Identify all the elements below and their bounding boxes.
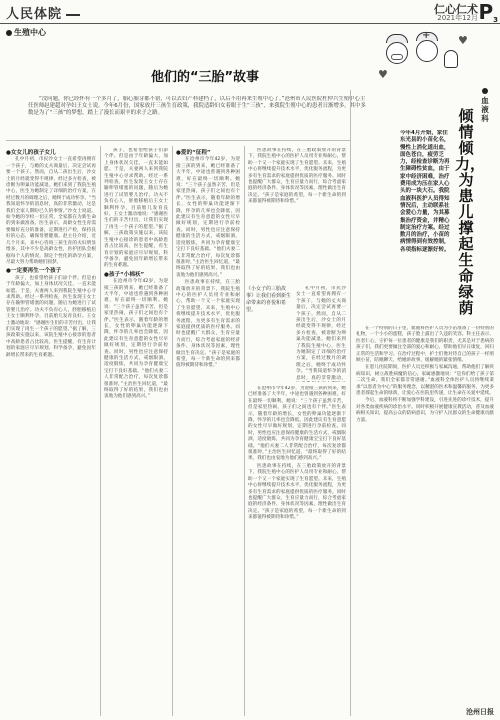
doctors-illustration	[376, 30, 472, 88]
column-text: 医患故事在持续，在三胎政策放开的背景下，我院生殖中心的医护人员用专业和耐心，帮助一个又一个家庭实现了生育愿望。未来，生殖中心将继续提升技术水平，优化服务流程，为更多有生育需求的家庭提供优质的医疗服务。同时也提醒广大群众，生育应量力而行，综合考虑家庭的经济条件、身体状况等因素，理性做出生育决定。“孩子是家庭的希望，每一个新生命的到来都值得被期待和珍惜。”	[248, 463, 346, 521]
column-text: 医患故事在持续，在三胎政策放开的背景下，我院生殖中心的医护人员用专业和耐心，帮助一个又一个家庭实现了生育愿望。未来，生殖中心将继续提升技术水平，优化服务流程，为更多有生育需求的家庭提供优质的医疗服务。同时也提醒广大群众，生育应量力而行，综合考虑家庭的经济条件、身体状况等因素，理性做出生育决定。“孩子是家庭的希望，每一个新生命的到来都值得被期待和珍惜。”	[248, 148, 346, 205]
column-text: 在一个特别的日子里，血液科医护人员为小苗准备了一份特别的礼物，一个小小的蛋糕，孩子脸上露出了久违的笑容。科主任表示，医者仁心，守护每一位患者的健康是我们的职责，尤其是对于患病的孩子们，我们更要倾注全部的爱心和耐心，帮助他们早日康复，回归正常的生活和学习。在治疗过程中，护士们像对待自己的孩子一样照顾小苗，陪她聊天、给她讲故事，缓解她的紧张情绪。	[356, 326, 494, 364]
article-column-2	[104, 148, 168, 714]
subhead: ●孩子“小棉袄”	[104, 271, 145, 278]
side-label-text: 血液科	[481, 96, 489, 123]
pull-quote: 《小女子的三胎故事》让我们看到新生命带来的喜悦和希望。	[246, 286, 292, 313]
nurse-face-icon	[416, 40, 438, 62]
section-label-hematology	[478, 88, 492, 123]
main-lead: “没问题，你已经怀有一个多月了，胎心胎芽都不错，可以去妇产科建档了，以后不用再来生殖中心了。”沧州市人民医院杜仲兴生殖中心主任医师赵建超对孕妇王女士说。今年6月份，国家放开三孩生育政策，我院适龄妇女着眼于生“三孩”，来我院生殖中心的患者日渐增多。其中多数是为了“三孩”的梦想，踏上了漫长而艰辛的求子之路。	[28, 96, 366, 117]
column-text: 孩子，也希望给孩子们添个伴。但是由于年龄偏大，加上身体状况欠佳，一直未能如愿。于是，夫妻两人来到我院生殖中心寻求帮助。经过一系列检查，医生发现王女士存在输卵管堵塞的问题，随后为她进行了试管婴儿治疗。功夫不负有心人，胚胎移植后王女士顺利怀孕，目前胎儿发育良好。王女士激动地说：“感谢医生们的辛苦付出，让我们实现了再生一个孩子的愿望。”据了解，三孩政策实施以来，该院生殖中心接诊的患者中高龄患者占比较高，医生提醒，有生育计划的家庭应尽早规划，科学备孕，避免因年龄增长带来的生育难题。	[6, 275, 96, 358]
masthead-rule	[66, 14, 80, 16]
mask-icon	[391, 54, 403, 60]
side-headline: 倾情倾力，为患儿撑起生命绿荫	[455, 107, 486, 317]
heart-icon: ♥	[378, 68, 388, 81]
subhead: ●爱的“征程”	[176, 150, 211, 156]
page-header	[0, 0, 500, 24]
column-divider	[172, 146, 173, 716]
column-text: 孔中月初，市民沙女士一直希望再拥有一个孩子，与她的丈夫商量后，决定尝试再要一个孩子。然而，自从二孩出生后，沙女士的月经就变得不规律，经过多方检查，被诊断为卵巢功能减退。她们来到了我院生殖中心，医生为她制定了详细的治疗方案，在经过数月的调理之后，她终于成功怀孕。“当我知道怀孕的消息时，真的非常激动，这是我们全家人期盼已久的事情。”沙女士说道。如今她的孕检一切正常，全家都在为新生命的到来做准备。医生表示，高龄女性生育需要做好充分的准备，定期进行产检，保持良好的心态，确保母婴健康。赵主任介绍，近几个月来，来中心咨询三孩生育的夫妇明显增多，其中不少是高龄女性，医护团队会根据每个人的情况，制定个性化的助孕方案，尽最大努力帮助她们圆梦。	[6, 157, 96, 265]
article-column-3	[176, 148, 240, 714]
column-text: 在沧州市今年42岁，为迎接三孩的到来，她已经准备了大半年，中途也曾遇到各种困难，好在最终一切顺利。她说：“三个孩子虽然辛苦，但是家里热闹，孩子们之间也有个伴。”医生表示，随着年龄的增长，女性的卵巢功能逐渐下降，怀孕的几率也会降低，因此建议有生育意愿的女性尽早做好规划，定期进行孕前检查。同时，男性也应注意保持健康的生活方式，戒烟限酒，适度锻炼，共同为孕育健康宝宝打下良好基础。“他们夫妻二人非常配合治疗，每次复诊都很准时，”主治医生回忆道，“最终取得了好的结果，我们也由衷地为他们感到高兴。”	[104, 279, 168, 400]
red-cross-icon: +	[422, 30, 431, 41]
doctor-face-icon	[386, 42, 408, 64]
section-label-text: 生殖中心	[14, 28, 46, 37]
column-text: 孔中月初，市民沙女士一直希望再拥有一个孩子，与她的丈夫商量后，决定尝试再要一个孩子。然而，自从二孩出生后，沙女士的月经就变得不规律，经过多方检查，被诊断为卵巢功能减退。她们来到了我院生殖中心，医生为她制定了详细的治疗方案，在经过数月的调理之后，她终于成功怀孕。“当我知道怀孕的消息时，真的非常激动，	[296, 286, 346, 381]
column-text: 孩子，也希望给孩子们添个伴。但是由于年龄偏大，加上身体状况欠佳，一直未能如愿。于是，夫妻两人来到我院生殖中心寻求帮助。经过一系列检查，医生发现王女士存在输卵管堵塞的问题，随后为她进行了试管婴儿治疗。功夫不负有心人，胚胎移植后王女士顺利怀孕，目前胎儿发育良好。王女士激动地说：“感谢医生们的辛苦付出，让我们实现了再生一个孩子的愿望。”据了解，三孩政策实施以来，该院生殖中心接诊的患者中高龄患者占比较高，医生提醒，有生育计划的家庭应尽早规划，科学备孕，避免因年龄增长带来的生育难题。	[104, 148, 168, 269]
bullet-icon	[482, 88, 488, 94]
page-letter: P	[478, 0, 494, 24]
article-column-1	[6, 148, 96, 714]
column-brand: 仁心仁术	[434, 3, 478, 16]
subhead: ●一定要再生一个孩子	[6, 268, 62, 275]
side-lead: 今年4月开始，家住东光县的小苗化名，慢性上消化道出血，面色苍白，疲劳乏力，经检查诊断为再生障碍性贫血，由于家中经济困难，治疗费用成为压在家人心头的一块大石。我院血液科医护人员得知情况后，主动联系社会爱心力量，为其募集治疗资金，并精心制定治疗方案。经过数月的治疗，小苗的病情得到有效控制，各项指标逐渐好转。	[400, 130, 450, 253]
column-divider	[350, 90, 351, 716]
bullet-icon	[6, 30, 12, 36]
heart-icon: ♥	[458, 34, 468, 47]
column-text: 在患儿住院期间，医护人员还积极与家属沟通，帮助他们了解疾病知识，树立战胜病魔的信心。家属感激地说：“是你们给了孩子第二次生命，我们全家都非常感谢。”血液科全体医护人员将继续秉承“以患者为中心”的服务理念，以精湛的医术和温馨的服务，为更多患者撑起生命的绿荫，让爱心在医院里传递，让生命在关爱中延续。	[356, 365, 494, 397]
section-label-reproductive	[6, 27, 46, 38]
main-headline: 他们的“三胎”故事	[150, 70, 260, 85]
article-column-4	[248, 148, 346, 282]
footer-source: 沧州日报	[466, 708, 494, 716]
page-digit: 3	[493, 16, 498, 24]
page-number	[478, 0, 498, 26]
masthead-title: 人民体院	[6, 7, 63, 22]
subhead: ●女女儿的孩子女儿	[6, 150, 56, 156]
side-column	[356, 326, 494, 714]
column-text: 在沧州市今年42岁，为迎接三孩的到来，她已经准备了大半年，中途也曾遇到各种困难，好在最终一切顺利。她说：“三个孩子虽然辛苦，但是家里热闹，孩子们之间也有个伴。”医生表示，随着年龄的增长，女性的卵巢功能逐渐下降，怀孕的几率也会降低，因此建议有生育意愿的女性尽早做好规划，定期进行孕前检查。同时，男性也应注意保持健康的生活方式，戒烟限酒，适度锻炼，共同为孕育健康宝宝打下良好基础。“他们夫妻二人非常配合治疗，每次复诊都很准时，”主治医生回忆道，“最终取得了好的结果，我们也由衷地为他们感到高兴。”	[176, 157, 240, 278]
masthead	[6, 3, 80, 22]
column-divider	[100, 146, 101, 716]
article-column-5	[248, 386, 346, 714]
issue-date: 2021年12月	[437, 14, 478, 22]
article-column-4b	[296, 286, 346, 382]
column-text: 今后，血液科将不断加强学科建设，引进先进的诊疗技术，提升对各类血液疾病的诊治水平。同时积极开展健康宣教活动，普及血液病相关知识，提高公众的防病意识，为守护人民群众的生命健康贡献力量。	[356, 398, 494, 423]
thumbs-up-icon	[444, 50, 458, 68]
lead-divider	[6, 140, 350, 141]
column-divider	[244, 146, 245, 716]
column-text: 在沧州市今年42岁，为迎接三孩的到来，她已经准备了大半年，中途也曾遇到各种困难，好在最终一切顺利。她说：“三个孩子虽然辛苦，但是家里热闹，孩子们之间也有个伴。”医生表示，随着年龄的增长，女性的卵巢功能逐渐下降，怀孕的几率也会降低，因此建议有生育意愿的女性尽早做好规划，定期进行孕前检查。同时，男性也应注意保持健康的生活方式，戒烟限酒，适度锻炼，共同为孕育健康宝宝打下良好基础。“他们夫妻二人非常配合治疗，每次复诊都很准时，”主治医生回忆道，“最终取得了好的结果，我们也由衷地为他们感到高兴。”	[248, 386, 346, 462]
column-text: 医患故事在持续，在三胎政策放开的背景下，我院生殖中心的医护人员用专业和耐心，帮助一个又一个家庭实现了生育愿望。未来，生殖中心将继续提升技术水平，优化服务流程，为更多有生育需求的家庭提供优质的医疗服务。同时也提醒广大群众，生育应量力而行，综合考虑家庭的经济条件、身体状况等因素，理性做出生育决定。“孩子是家庭的希望，每一个新生命的到来都值得被期待和珍惜。”	[176, 280, 240, 369]
